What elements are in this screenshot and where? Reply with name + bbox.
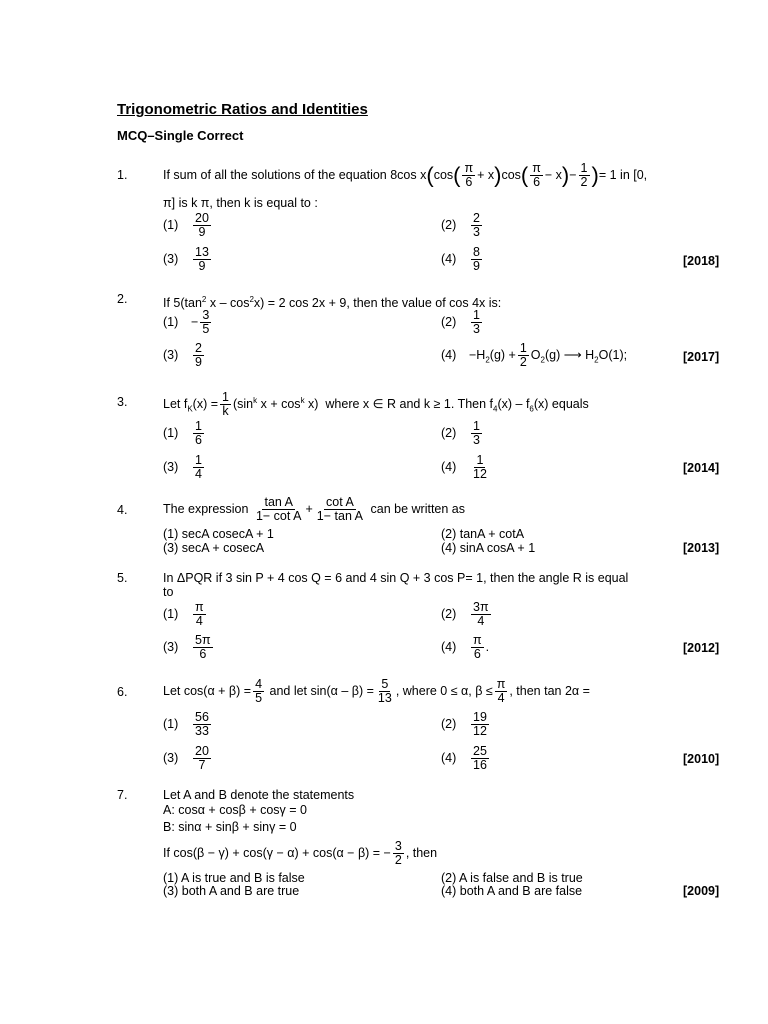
q1-number: 1. (117, 168, 128, 182)
q5-stem-line2: to (163, 585, 174, 599)
q5-option-1[interactable]: (1) $\frac{\pi}{4}$ (163, 600, 204, 628)
q2-stem: If $5(\tan^2$ $x - \cos^2x) = 2$ cos 2x + 9, then the value of cos 4x is: (163, 295, 502, 311)
q1-year: [2018] (683, 254, 720, 268)
q5-option-3[interactable]: (3) $\frac{5\pi}{6}$ (163, 633, 211, 661)
q6-option-1[interactable]: (1) $\frac{56}{33}$ (163, 710, 209, 738)
q6-option-3[interactable]: (3) $\frac{20}{7}$ (163, 744, 209, 772)
q6-option-4[interactable]: (4) $\frac{25}{16}$ (441, 744, 487, 772)
q3-option-2[interactable]: (2) $\frac{1}{3}$ (441, 419, 480, 447)
q2-number: 2. (117, 292, 128, 306)
q5-option-2[interactable]: (2) $\frac{3\pi}{4}$ (441, 600, 489, 628)
q4-stem: The expression $\frac{\text{tan A}}{\text{1− cot A}}$ + $\frac{\text{cot A}}{\text{1− tan A}}$ can be written as (163, 495, 466, 524)
q3-option-4[interactable]: (4) $\frac{1}{12}$ (441, 453, 487, 481)
q4-option-3[interactable]: (3) secA + cosecA (163, 541, 265, 555)
q2-option-2[interactable]: (2) $\frac{1}{3}$ (441, 308, 480, 336)
q2-year: [2017] (683, 350, 720, 364)
q6-number: 6. (117, 685, 128, 699)
page-title: Trigonometric Ratios and Identities (117, 101, 368, 118)
q7-statement-a: A: cosα + cosβ + cosγ = 0 (163, 803, 307, 817)
q7-option-1[interactable]: (1) A is true and B is false (163, 871, 305, 885)
q1-text-b: in [0, (620, 168, 648, 182)
q5-option-4[interactable]: (4) $\frac{\pi}{6}$ . (441, 633, 490, 661)
q4-option-2[interactable]: (2) tanA + cotA (441, 527, 525, 541)
q4-number: 4. (117, 503, 128, 517)
q6-option-2[interactable]: (2) $\frac{19}{12}$ (441, 710, 487, 738)
q6-stem: Let cos(α + β) = $\frac{4}{5}$ and let sin(α – β) = $\frac{5}{13}$ , where 0 ≤ α, β ≤ $\frac{\pi}{4}$ , then tan 2α = (163, 677, 590, 706)
q7-number: 7. (117, 788, 128, 802)
q1-equation: 8cos x(cos( $\frac{\pi}{6}$ + x)cos( $\frac{\pi}{6}$ − x)− $\frac{1}{2}$ )= 1 (390, 161, 617, 190)
q1-option-4[interactable]: (4) $\frac{8}{9}$ (441, 245, 480, 273)
q3-option-3[interactable]: (3) $\frac{1}{4}$ (163, 453, 202, 481)
q7-condition: If cos(β − γ) + cos(γ − α) + cos(α − β) = − $\frac{3}{2}$ , then (163, 839, 438, 868)
q1-option-3[interactable]: (3) $\frac{13}{9}$ (163, 245, 209, 273)
q4-year: [2013] (683, 541, 720, 555)
q1-line2: π] is k π, then k is equal to : (163, 196, 318, 210)
q3-stem: Let $f_K(x)$ = $\frac{1}{k}$ ($\sin^k$ $x + \cos^k x$) where x ∈ R and k ≥ 1. Then $f_4(x) - f_6(x)$ equals (163, 390, 589, 419)
q4-option-4[interactable]: (4) sinA cosA + 1 (441, 541, 536, 555)
q1-text: If sum of all the solutions of the equation (163, 168, 387, 182)
q1-option-2[interactable]: (2) $\frac{2}{3}$ (441, 211, 480, 239)
q7-statement-b: B: sinα + sinβ + sinγ = 0 (163, 820, 297, 834)
q7-option-4[interactable]: (4) both A and B are false (441, 884, 583, 898)
q4-option-1[interactable]: (1) secA cosecA + 1 (163, 527, 274, 541)
q2-option-3[interactable]: (3) $\frac{2}{9}$ (163, 341, 202, 369)
q1-stem (163, 160, 647, 191)
q2-option-1[interactable]: (1) − $\frac{3}{5}$ (163, 308, 210, 336)
q7-stem-line1: Let A and B denote the statements (163, 788, 355, 802)
q3-year: [2014] (683, 461, 720, 475)
q1-option-1[interactable]: (1) $\frac{20}{9}$ (163, 211, 209, 239)
q7-year: [2009] (683, 884, 720, 898)
q2-option-4[interactable]: $(4) -H_2(g)$ + $\frac{1}{2}$ $O_2(g)$ ⟶ $H_2O(1)$; (441, 341, 628, 369)
section-subtitle: MCQ–Single Correct (117, 128, 244, 143)
q5-stem-line1: In ΔPQR if 3 sin P + 4 cos Q = 6 and 4 sin Q + 3 cos P= 1, then the angle R is equal (163, 571, 629, 585)
q6-year: [2010] (683, 752, 720, 766)
q7-option-3[interactable]: (3) both A and B are true (163, 884, 300, 898)
q7-option-2[interactable]: (2) A is false and B is true (441, 871, 583, 885)
q5-number: 5. (117, 571, 128, 585)
q3-number: 3. (117, 395, 128, 409)
q5-year: [2012] (683, 641, 720, 655)
q3-option-1[interactable]: (1) $\frac{1}{6}$ (163, 419, 202, 447)
